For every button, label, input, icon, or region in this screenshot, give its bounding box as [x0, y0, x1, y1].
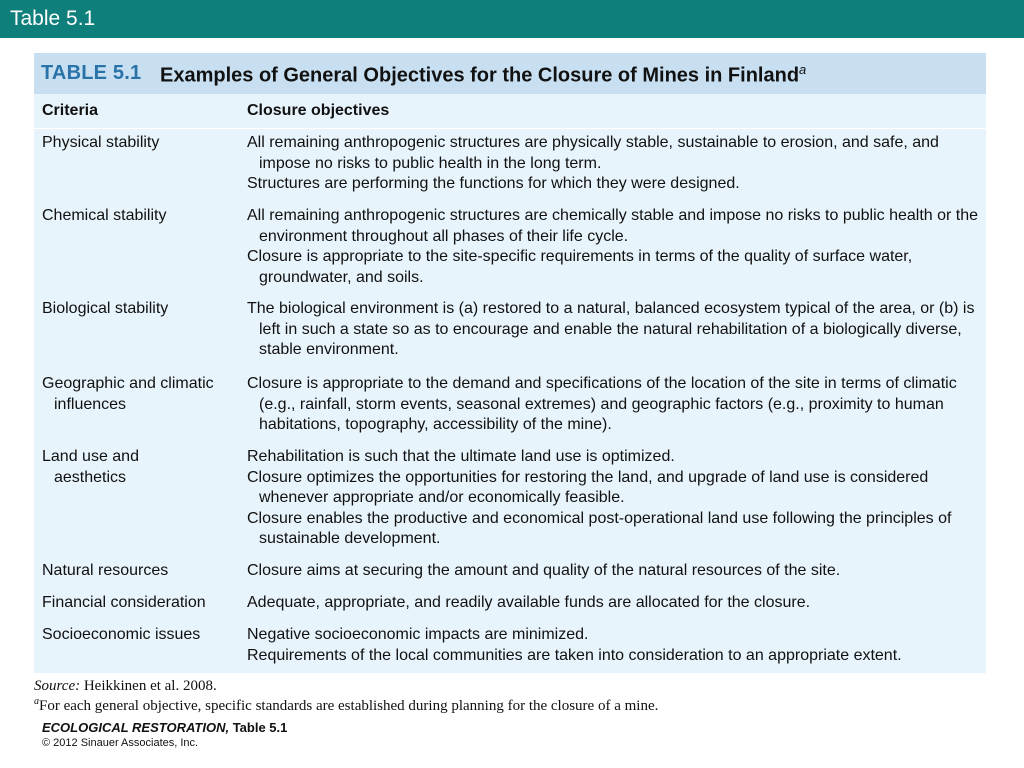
- caption-note-marker: a: [799, 62, 807, 77]
- criteria-text: influences: [54, 395, 127, 413]
- table-caption-bar: [34, 53, 986, 94]
- criteria-cell: [42, 299, 238, 320]
- source-label: Source:: [34, 678, 81, 694]
- objective-text: All remaining anthropogenic structures are chemically stable and impose no risks to public health or the environment throughout all phases of their life cycle.: [247, 207, 979, 245]
- objective-text: Closure optimizes the opportunities for restoring the land, and upgrade of land use is considered whenever appropriate and/or economically feasible.: [247, 468, 929, 506]
- table-source: [34, 678, 217, 695]
- objective-text: Closure is appropriate to the demand and specifications of the location of the site in terms of climatic (e.g., rainfall, storm events, seasonal extremes) and geographic factors (e.g., proximity to human habitations, topography, accessibility of the mine).: [247, 375, 957, 433]
- criteria-cell: [42, 374, 238, 415]
- objective-text: Structures are performing the functions for which they were designed.: [247, 175, 740, 192]
- table-caption: [160, 62, 806, 88]
- objectives-table: [34, 53, 986, 673]
- objectives-cell: [247, 593, 982, 614]
- objectives-cell: [247, 447, 982, 550]
- table-caption-text: Examples of General Objectives for the Closure of Mines in Finland: [160, 64, 800, 87]
- objectives-cell: [247, 625, 982, 666]
- column-header-criteria: Criteria: [42, 102, 99, 119]
- book-credit: [42, 720, 287, 735]
- objectives-cell: [247, 299, 982, 361]
- criteria-text: Chemical stability: [42, 207, 167, 224]
- source-text: Heikkinen et al. 2008.: [83, 678, 217, 694]
- objectives-cell: [247, 133, 982, 195]
- book-title: ECOLOGICAL RESTORATION,: [42, 720, 230, 735]
- criteria-text: Socioeconomic issues: [42, 626, 201, 643]
- criteria-text: Financial consideration: [42, 594, 206, 611]
- footnote-text: For each general objective, specific standards are established during planning for the closure of a mine.: [39, 698, 659, 714]
- objective-text: Adequate, appropriate, and readily available funds are allocated for the closure.: [247, 594, 811, 611]
- objective-text: Rehabilitation is such that the ultimate land use is optimized.: [247, 448, 675, 465]
- criteria-text: Geographic and climatic: [42, 375, 214, 392]
- table-number: TABLE 5.1: [41, 62, 142, 84]
- criteria-cell: [42, 561, 238, 582]
- criteria-cell: [42, 625, 238, 646]
- criteria-text: Biological stability: [42, 300, 169, 317]
- column-header-objectives: Closure objectives: [247, 102, 390, 119]
- objective-text: Closure aims at securing the amount and quality of the natural resources of the site.: [247, 562, 841, 579]
- objective-text: Requirements of the local communities are taken into consideration to an appropriate extent.: [247, 646, 902, 664]
- criteria-cell: [42, 447, 238, 488]
- objective-text: Negative socioeconomic impacts are minimized.: [247, 626, 589, 643]
- criteria-cell: [42, 133, 238, 154]
- criteria-text: Land use and: [42, 448, 139, 465]
- criteria-cell: [42, 593, 238, 614]
- criteria-text: Physical stability: [42, 134, 160, 151]
- objectives-cell: [247, 374, 982, 436]
- table-footnote: [34, 696, 658, 715]
- slide-title: Table 5.1: [10, 7, 96, 30]
- criteria-cell: [42, 206, 238, 227]
- objectives-cell: [247, 561, 982, 582]
- objective-text: The biological environment is (a) restored to a natural, balanced ecosystem typical of the area, or (b) is left in such a state so as to encourage and enable the natural rehabilitation of a biologically diverse, stable environment.: [247, 300, 975, 358]
- criteria-text: Natural resources: [42, 562, 169, 579]
- slide-title-bar: [0, 0, 1024, 38]
- column-headers: [34, 94, 986, 129]
- criteria-text: aesthetics: [54, 468, 127, 486]
- objectives-cell: [247, 206, 982, 288]
- objective-text: All remaining anthropogenic structures are physically stable, sustainable to erosion, and safe, and impose no risks to public health in the long term.: [247, 134, 939, 172]
- table-reference: Table 5.1: [232, 720, 288, 735]
- objective-text: Closure enables the productive and economical post-operational land use following the principles of sustainable development.: [247, 509, 952, 547]
- objective-text: Closure is appropriate to the site-specific requirements in terms of the quality of surface water, groundwater, and soils.: [247, 248, 913, 286]
- footnote-marker: a: [34, 696, 39, 707]
- copyright-notice: © 2012 Sinauer Associates, Inc.: [42, 737, 199, 749]
